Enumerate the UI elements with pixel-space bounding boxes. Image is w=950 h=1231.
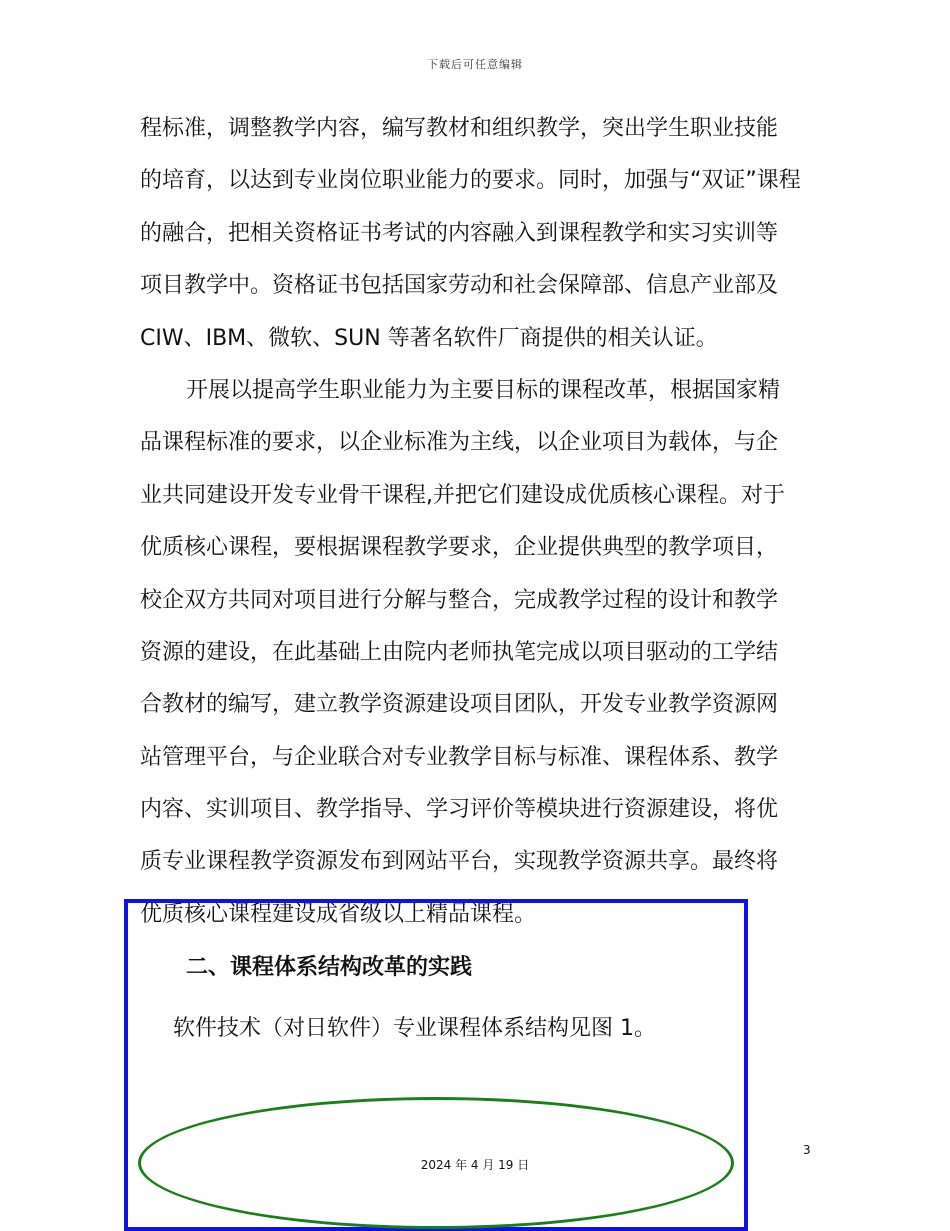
text-line: 优质核心课程，要根据课程教学要求，企业提供典型的教学项目， <box>140 535 779 561</box>
text-line: 合教材的编写，建立教学资源建设项目团队，开发专业教学资源网 <box>140 692 779 718</box>
body-text <box>140 103 812 941</box>
footer-date: 2024 年 4 月 19 日 <box>420 1158 530 1172</box>
section-heading: 二、课程体系结构改革的实践 <box>186 955 473 980</box>
text-line: 品课程标准的要求，以企业标准为主线，以企业项目为载体，与企 <box>140 430 779 456</box>
paragraph-1 <box>140 103 812 365</box>
text-line: 内容、实训项目、教学指导、学习评价等模块进行资源建设，将优 <box>140 797 779 823</box>
text-line: 质专业课程教学资源发布到网站平台，实现教学资源共享。最终将 <box>140 849 779 875</box>
text-line: 校企双方共同对项目进行分解与整合，完成教学过程的设计和教学 <box>140 587 779 613</box>
page-header-note: 下载后可任意编辑 <box>427 58 523 71</box>
paragraph-2 <box>140 365 812 941</box>
figure-reference: 软件技术（对日软件）专业课程体系结构见图 1。 <box>173 1016 656 1041</box>
page-number: 3 <box>803 1143 811 1157</box>
text-line: 项目教学中。资格证书包括国家劳动和社会保障部、信息产业部及 <box>140 273 779 299</box>
text-line: 资源的建设，在此基础上由院内老师执笔完成以项目驱动的工学结 <box>140 639 779 665</box>
text-line: 业共同建设开发专业骨干课程,并把它们建设成优质核心课程。对于 <box>140 482 785 508</box>
text-line: CIW、IBM、微软、SUN 等著名软件厂商提供的相关认证。 <box>140 325 718 351</box>
text-line: 站管理平台，与企业联合对专业教学目标与标准、课程体系、教学 <box>140 744 779 770</box>
text-line: 程标准，调整教学内容，编写教材和组织教学，突出学生职业技能 <box>140 116 779 141</box>
text-line: 开展以提高学生职业能力为主要目标的课程改革，根据国家精 <box>186 377 781 403</box>
text-line: 优质核心课程建设成省级以上精品课程。 <box>140 901 537 927</box>
text-line: 的融合，把相关资格证书考试的内容融入到课程教学和实习实训等 <box>140 220 779 246</box>
text-line: 的培育，以达到专业岗位职业能力的要求。同时，加强与“双证”课程 <box>140 168 801 194</box>
